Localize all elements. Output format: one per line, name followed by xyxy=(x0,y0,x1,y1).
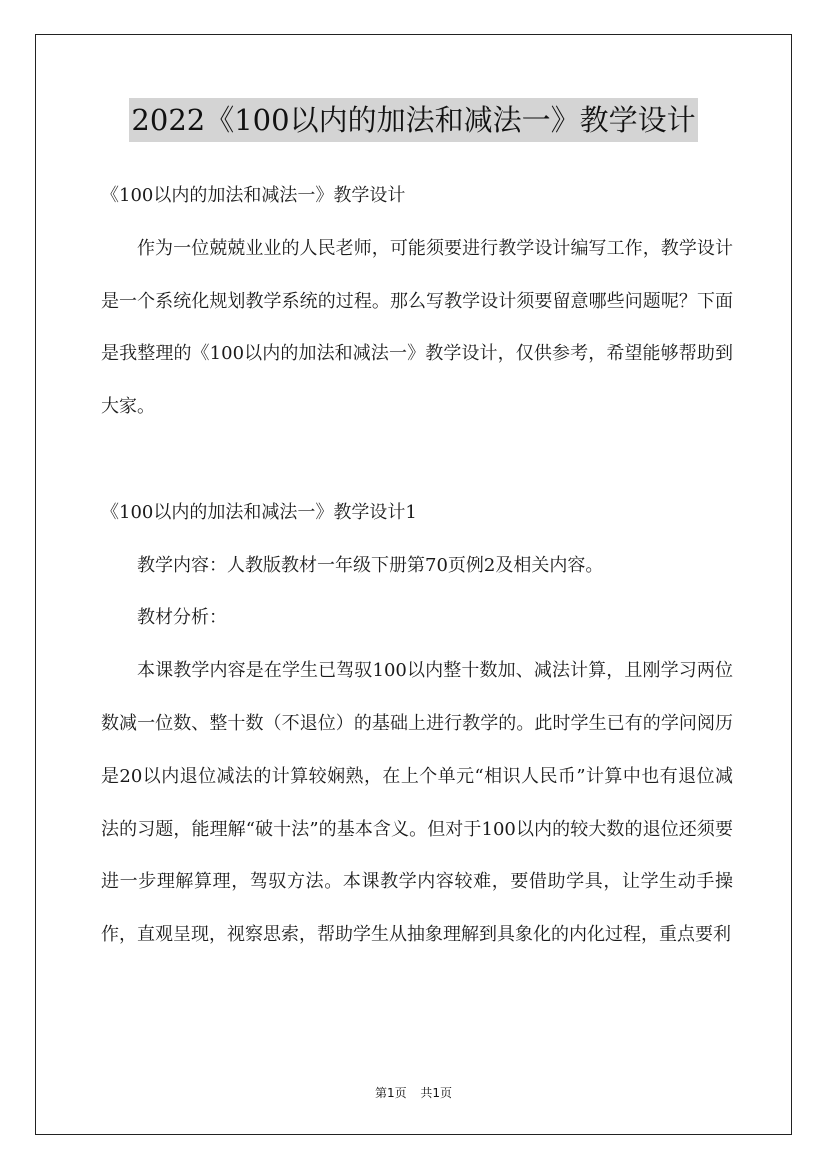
section-heading: 《100以内的加法和减法一》教学设计 xyxy=(101,185,406,206)
page-total: 共1页 xyxy=(420,1086,453,1100)
document-title: 2022《100以内的加法和减法一》教学设计 xyxy=(129,98,697,142)
page-number: 第1页 xyxy=(374,1086,407,1100)
page-footer xyxy=(0,1084,827,1101)
material-analysis-label: 教材分析： xyxy=(137,607,227,629)
teaching-content-paragraph: 教学内容：人教版教材一年级下册第70页例2及相关内容。 xyxy=(137,554,604,576)
title-container xyxy=(0,98,827,142)
document-body xyxy=(101,170,733,962)
section-heading: 《100以内的加法和减法一》教学设计1 xyxy=(101,501,417,523)
intro-paragraph: 作为一位兢兢业业的人民老师，可能须要进行教学设计编写工作，教学设计是一个系统化规划教学系统的过程。那么写教学设计须要留意哪些问题呢？下面是我整理的《100以内的加法和减法一》教学设计，仅供参考，希望能够帮助到大家。 xyxy=(101,237,733,418)
paragraph-spacer xyxy=(101,434,733,487)
analysis-paragraph: 本课教学内容是在学生已驾驭100以内整十数加、减法计算，且刚学习两位数减一位数、整十数（不退位）的基础上进行教学的。此时学生已有的学问阅历是20以内退位减法的计算较娴熟，在上个单元“相识人民币”计算中也有退位减法的习题，能理解“破十法”的基本含义。但对于100以内的较大数的退位还须要进一步理解算理，驾驭方法。本课教学内容较难，要借助学具，让学生动手操作，直观呈现，视察思索，帮助学生从抽象理解到具象化的内化过程，重点要利 xyxy=(101,660,733,946)
